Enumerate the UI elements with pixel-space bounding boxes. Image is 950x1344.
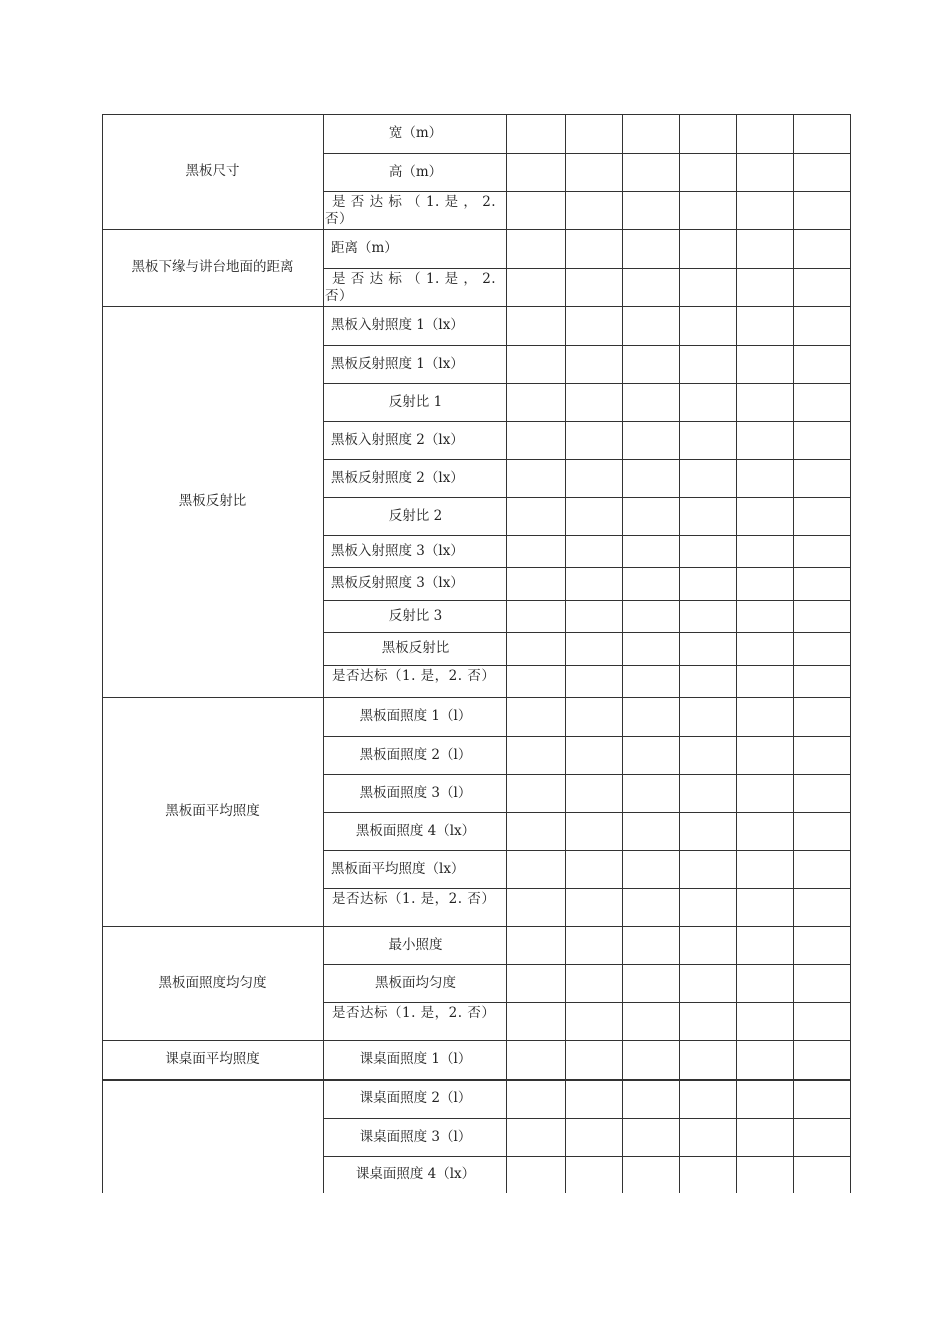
data-cell[interactable]: [736, 114, 793, 153]
data-cell[interactable]: [793, 345, 850, 383]
data-cell[interactable]: [506, 345, 565, 383]
item-label-text: 距离（m）: [331, 240, 398, 256]
item-label-text: 最小照度: [388, 936, 443, 953]
data-cell[interactable]: [793, 774, 850, 812]
item-label: [323, 850, 506, 888]
item-label: [323, 812, 506, 850]
item-label-text: 黑板面照度 1（l）: [359, 708, 472, 724]
data-cell[interactable]: [565, 697, 622, 736]
data-cell[interactable]: [736, 306, 793, 345]
item-label-text: 黑板面照度 2（l）: [359, 746, 472, 763]
data-cell[interactable]: [793, 926, 850, 964]
data-cell[interactable]: [506, 964, 565, 1002]
data-cell[interactable]: [622, 1002, 679, 1040]
data-cell[interactable]: [793, 306, 850, 345]
data-cell[interactable]: [622, 421, 679, 459]
data-cell[interactable]: [622, 736, 679, 774]
data-cell[interactable]: [679, 383, 736, 421]
item-label: [323, 1118, 506, 1156]
column-divider: [565, 114, 566, 1193]
data-cell[interactable]: [736, 600, 793, 632]
data-cell[interactable]: [793, 459, 850, 497]
item-label-text: 高（m）: [388, 163, 443, 180]
group-label: 黑板下缘与讲台地面的距离: [131, 259, 294, 275]
item-label-text: 黑板面平均照度（lx）: [331, 860, 465, 877]
data-cell[interactable]: [565, 345, 622, 383]
data-cell[interactable]: [793, 421, 850, 459]
data-cell[interactable]: [622, 1118, 679, 1156]
data-cell[interactable]: [506, 1118, 565, 1156]
data-cell[interactable]: [565, 459, 622, 497]
data-cell[interactable]: [622, 535, 679, 567]
data-cell[interactable]: [565, 600, 622, 632]
data-cell[interactable]: [679, 1156, 736, 1193]
item-label-text: 是 否 达 标 （ 1. 是 ， 2. 否）: [325, 271, 497, 304]
item-label-text: 课桌面照度 4（lx）: [355, 1166, 476, 1182]
data-cell[interactable]: [565, 383, 622, 421]
data-cell[interactable]: [793, 191, 850, 229]
data-cell[interactable]: [506, 497, 565, 535]
item-label: [323, 306, 506, 345]
data-cell[interactable]: [679, 1118, 736, 1156]
data-cell[interactable]: [565, 421, 622, 459]
data-cell[interactable]: [679, 567, 736, 600]
data-cell[interactable]: [506, 1156, 565, 1193]
data-cell[interactable]: [506, 229, 565, 268]
item-label: [323, 665, 506, 697]
data-cell[interactable]: [506, 1079, 565, 1118]
data-cell[interactable]: [679, 665, 736, 697]
data-cell[interactable]: [679, 191, 736, 229]
data-cell[interactable]: [679, 345, 736, 383]
data-cell[interactable]: [506, 1040, 565, 1079]
data-cell[interactable]: [622, 229, 679, 268]
data-cell[interactable]: [679, 535, 736, 567]
data-cell[interactable]: [565, 1040, 622, 1079]
item-label: [323, 1156, 506, 1193]
item-label-text: 是否达标（1. 是，2. 否）: [332, 891, 496, 907]
data-cell[interactable]: [736, 229, 793, 268]
data-cell[interactable]: [793, 497, 850, 535]
data-cell[interactable]: [622, 345, 679, 383]
item-label: [323, 964, 506, 1002]
data-cell[interactable]: [679, 306, 736, 345]
data-cell[interactable]: [793, 383, 850, 421]
data-cell[interactable]: [736, 459, 793, 497]
column-divider: [102, 114, 103, 1193]
data-cell[interactable]: [565, 229, 622, 268]
data-cell[interactable]: [736, 888, 793, 926]
data-cell[interactable]: [506, 697, 565, 736]
data-cell[interactable]: [793, 1118, 850, 1156]
item-label-text: 黑板面照度 4（lx）: [355, 822, 476, 839]
item-label: [323, 114, 506, 153]
data-cell[interactable]: [679, 632, 736, 665]
item-label: [323, 497, 506, 535]
data-cell[interactable]: [565, 567, 622, 600]
data-cell[interactable]: [679, 1002, 736, 1040]
data-cell[interactable]: [622, 774, 679, 812]
data-cell[interactable]: [679, 926, 736, 964]
column-divider: [622, 114, 623, 1193]
data-cell[interactable]: [622, 1156, 679, 1193]
column-divider: [793, 114, 794, 1193]
data-cell[interactable]: [793, 153, 850, 191]
data-cell[interactable]: [736, 1002, 793, 1040]
data-cell[interactable]: [565, 964, 622, 1002]
data-cell[interactable]: [736, 268, 793, 306]
item-label: [323, 268, 506, 306]
data-cell[interactable]: [793, 665, 850, 697]
item-label-text: 黑板入射照度 1（lx）: [331, 317, 464, 333]
data-cell[interactable]: [506, 191, 565, 229]
data-cell[interactable]: [506, 888, 565, 926]
data-cell[interactable]: [793, 1079, 850, 1118]
data-cell[interactable]: [679, 600, 736, 632]
item-label-text: 黑板面均匀度: [375, 974, 456, 991]
data-cell[interactable]: [622, 383, 679, 421]
data-cell[interactable]: [506, 268, 565, 306]
data-cell[interactable]: [679, 888, 736, 926]
data-cell[interactable]: [622, 567, 679, 600]
item-label: [323, 345, 506, 383]
data-cell[interactable]: [622, 306, 679, 345]
item-label-text: 课桌面照度 3（l）: [359, 1128, 472, 1145]
item-label: [323, 888, 506, 926]
data-cell[interactable]: [565, 1002, 622, 1040]
item-label: [323, 1002, 506, 1040]
data-cell[interactable]: [736, 632, 793, 665]
item-label-text: 是否达标（1. 是，2. 否）: [332, 668, 496, 684]
data-cell[interactable]: [506, 114, 565, 153]
item-label: [323, 153, 506, 191]
item-label-text: 黑板反射比: [381, 640, 450, 656]
data-cell[interactable]: [736, 964, 793, 1002]
item-label: [323, 1079, 506, 1118]
data-cell[interactable]: [793, 1156, 850, 1193]
data-cell[interactable]: [622, 926, 679, 964]
data-cell[interactable]: [679, 421, 736, 459]
data-cell[interactable]: [622, 665, 679, 697]
group-label: 课桌面平均照度: [165, 1051, 260, 1067]
data-cell[interactable]: [736, 736, 793, 774]
data-cell[interactable]: [565, 888, 622, 926]
data-cell[interactable]: [506, 736, 565, 774]
item-label-text: 黑板反射照度 3（lx）: [331, 575, 464, 591]
item-label: [323, 459, 506, 497]
column-divider: [736, 114, 737, 1193]
data-cell[interactable]: [622, 191, 679, 229]
data-cell[interactable]: [679, 268, 736, 306]
item-label: [323, 567, 506, 600]
data-cell[interactable]: [679, 736, 736, 774]
data-cell[interactable]: [679, 1079, 736, 1118]
data-cell[interactable]: [793, 114, 850, 153]
data-cell[interactable]: [506, 567, 565, 600]
item-label: [323, 229, 506, 268]
data-cell[interactable]: [736, 191, 793, 229]
data-cell[interactable]: [622, 459, 679, 497]
data-cell[interactable]: [793, 268, 850, 306]
item-label-text: 是否达标（1. 是，2. 否）: [332, 1005, 496, 1021]
data-cell[interactable]: [565, 850, 622, 888]
data-cell[interactable]: [565, 774, 622, 812]
item-label: [323, 191, 506, 229]
data-cell[interactable]: [506, 383, 565, 421]
data-cell[interactable]: [565, 1079, 622, 1118]
item-label: [323, 632, 506, 665]
data-cell[interactable]: [793, 229, 850, 268]
data-cell[interactable]: [565, 153, 622, 191]
item-label: [323, 421, 506, 459]
item-label: [323, 535, 506, 567]
item-label-text: 是 否 达 标 （ 1. 是 ， 2. 否）: [325, 194, 497, 227]
data-cell[interactable]: [622, 600, 679, 632]
data-cell[interactable]: [506, 306, 565, 345]
group-label: 黑板尺寸: [185, 163, 240, 179]
item-label-text: 黑板反射照度 1（lx）: [331, 355, 464, 372]
data-cell[interactable]: [622, 1079, 679, 1118]
data-cell[interactable]: [736, 926, 793, 964]
item-label-text: 黑板反射照度 2（lx）: [331, 469, 464, 486]
data-cell[interactable]: [679, 459, 736, 497]
item-label-text: 黑板入射照度 2（lx）: [331, 431, 464, 448]
data-cell[interactable]: [565, 632, 622, 665]
data-cell[interactable]: [679, 1040, 736, 1079]
data-cell[interactable]: [622, 114, 679, 153]
data-cell[interactable]: [793, 535, 850, 567]
data-cell[interactable]: [793, 850, 850, 888]
data-cell[interactable]: [506, 1002, 565, 1040]
data-cell[interactable]: [736, 812, 793, 850]
group-label: 黑板面平均照度: [165, 803, 260, 819]
data-cell[interactable]: [506, 812, 565, 850]
data-cell[interactable]: [506, 665, 565, 697]
data-cell[interactable]: [736, 1079, 793, 1118]
data-cell[interactable]: [565, 535, 622, 567]
data-cell[interactable]: [565, 665, 622, 697]
data-cell[interactable]: [565, 926, 622, 964]
item-label-text: 反射比 2: [388, 507, 443, 524]
data-cell[interactable]: [793, 1002, 850, 1040]
data-cell[interactable]: [506, 459, 565, 497]
data-cell[interactable]: [793, 697, 850, 736]
item-label-text: 课桌面照度 1（l）: [359, 1051, 472, 1067]
data-cell[interactable]: [565, 1118, 622, 1156]
data-cell[interactable]: [679, 229, 736, 268]
data-cell[interactable]: [736, 1156, 793, 1193]
column-divider: [323, 114, 324, 1193]
data-cell[interactable]: [793, 600, 850, 632]
data-cell[interactable]: [793, 736, 850, 774]
data-cell[interactable]: [622, 697, 679, 736]
item-label-text: 宽（m）: [388, 125, 443, 141]
data-cell[interactable]: [622, 850, 679, 888]
data-cell[interactable]: [679, 774, 736, 812]
data-cell[interactable]: [622, 268, 679, 306]
item-label: [323, 926, 506, 964]
data-cell[interactable]: [793, 567, 850, 600]
data-cell[interactable]: [622, 888, 679, 926]
data-cell[interactable]: [679, 697, 736, 736]
data-cell[interactable]: [506, 535, 565, 567]
data-cell[interactable]: [736, 665, 793, 697]
data-cell[interactable]: [506, 850, 565, 888]
data-cell[interactable]: [736, 153, 793, 191]
data-cell[interactable]: [565, 191, 622, 229]
item-label: [323, 736, 506, 774]
data-cell[interactable]: [622, 1040, 679, 1079]
data-cell[interactable]: [565, 306, 622, 345]
data-cell[interactable]: [506, 774, 565, 812]
data-cell[interactable]: [506, 632, 565, 665]
column-divider: [506, 114, 507, 1193]
data-cell[interactable]: [736, 567, 793, 600]
data-cell[interactable]: [622, 632, 679, 665]
data-cell[interactable]: [679, 964, 736, 1002]
item-label: [323, 697, 506, 736]
item-label-text: 黑板入射照度 3（lx）: [331, 542, 464, 559]
data-cell[interactable]: [793, 1040, 850, 1079]
item-label-text: 反射比 3: [388, 607, 443, 624]
data-cell[interactable]: [736, 774, 793, 812]
column-divider: [679, 114, 680, 1193]
data-cell[interactable]: [565, 114, 622, 153]
data-cell[interactable]: [679, 497, 736, 535]
data-cell[interactable]: [736, 1040, 793, 1079]
data-cell[interactable]: [736, 850, 793, 888]
item-label: [323, 600, 506, 632]
data-cell[interactable]: [622, 497, 679, 535]
data-cell[interactable]: [506, 926, 565, 964]
data-cell[interactable]: [565, 497, 622, 535]
data-cell[interactable]: [506, 421, 565, 459]
item-label-text: 反射比 1: [388, 393, 443, 410]
item-label-text: 黑板面照度 3（l）: [359, 784, 472, 801]
data-cell[interactable]: [622, 964, 679, 1002]
item-label-text: 课桌面照度 2（l）: [359, 1090, 472, 1106]
data-cell[interactable]: [565, 1156, 622, 1193]
item-label: [323, 383, 506, 421]
data-cell[interactable]: [565, 812, 622, 850]
group-label: 黑板面照度均匀度: [158, 974, 267, 991]
data-cell[interactable]: [506, 600, 565, 632]
column-divider: [850, 114, 851, 1193]
data-cell[interactable]: [622, 153, 679, 191]
data-cell[interactable]: [679, 812, 736, 850]
data-cell[interactable]: [736, 535, 793, 567]
data-cell[interactable]: [622, 812, 679, 850]
data-cell[interactable]: [793, 812, 850, 850]
data-cell[interactable]: [736, 383, 793, 421]
data-cell[interactable]: [565, 736, 622, 774]
group-label: [102, 1079, 323, 1193]
data-cell[interactable]: [679, 114, 736, 153]
data-cell[interactable]: [736, 1118, 793, 1156]
data-cell[interactable]: [736, 497, 793, 535]
data-cell[interactable]: [793, 888, 850, 926]
group-label: 黑板反射比: [178, 493, 247, 509]
data-cell[interactable]: [736, 345, 793, 383]
data-cell[interactable]: [679, 153, 736, 191]
item-label: [323, 1040, 506, 1079]
data-cell[interactable]: [736, 421, 793, 459]
data-cell[interactable]: [793, 632, 850, 665]
data-cell[interactable]: [793, 964, 850, 1002]
data-cell[interactable]: [565, 268, 622, 306]
data-cell[interactable]: [506, 153, 565, 191]
data-cell[interactable]: [679, 850, 736, 888]
item-label: [323, 774, 506, 812]
data-cell[interactable]: [736, 697, 793, 736]
